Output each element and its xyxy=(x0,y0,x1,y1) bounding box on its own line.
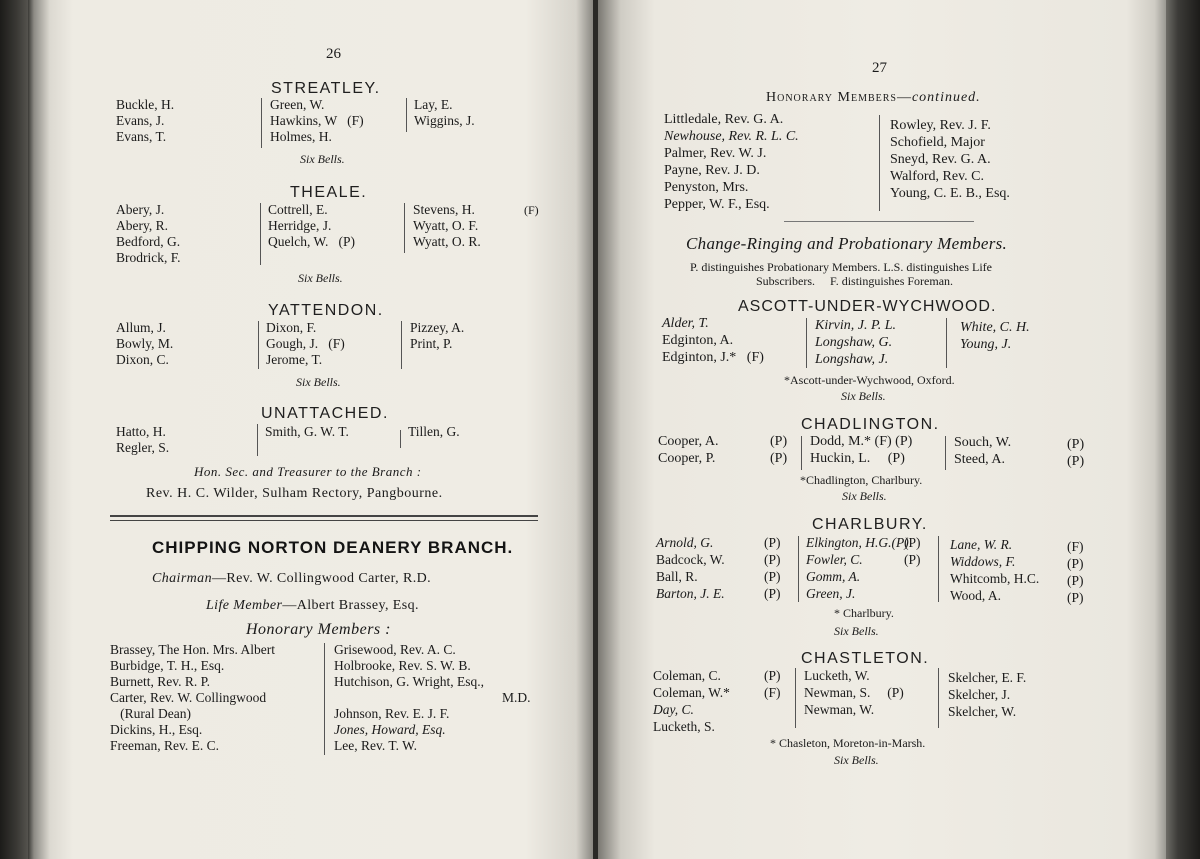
section-heading-ascott: ASCOTT-UNDER-WYCHWOOD. xyxy=(738,298,997,315)
column-rule xyxy=(938,668,939,728)
charlbury-col3-marks: (F) (P) (P) (P) xyxy=(1067,539,1084,605)
change-ringing-title: Change-Ringing and Probationary Members. xyxy=(686,234,1008,253)
life-member-label: Life Member xyxy=(206,598,283,613)
page-number: 26 xyxy=(326,46,341,62)
bells-note: Six Bells. xyxy=(296,375,341,389)
double-rule-top xyxy=(110,515,538,517)
chairman-line xyxy=(152,570,431,587)
charlbury-col2-marks: (P) (P) xyxy=(904,535,921,567)
legend-line-2: Subscribers. F. distinguishes Foreman. xyxy=(756,274,954,288)
column-rule xyxy=(795,668,796,728)
chadlington-col1: Cooper, A. Cooper, P. xyxy=(658,434,719,466)
bells-note: Six Bells. xyxy=(834,624,879,638)
column-rule xyxy=(260,203,261,265)
column-rule xyxy=(400,430,401,448)
column-rule xyxy=(946,318,947,368)
legend-line-1: P. distinguishes Probationary Members. L.S. distinguishes Life xyxy=(690,260,992,274)
chastleton-col1: Coleman, C. Coleman, W.* Day, C. Lucketh, S. xyxy=(653,668,730,734)
streatley-col3: Lay, E. Wiggins, J. xyxy=(414,97,475,128)
column-rule xyxy=(806,318,807,368)
life-member-name: —Albert Brassey, Esq. xyxy=(282,598,419,613)
hon-sec-label: Hon. Sec. and Treasurer to the Branch : xyxy=(194,464,422,479)
unattached-col2: Smith, G. W. T. xyxy=(265,424,349,439)
theale-col1: Abery, J. Abery, R. Bedford, G. Brodrick, F. xyxy=(116,202,181,265)
page-number: 27 xyxy=(872,60,887,76)
chadlington-col3: Souch, W. Steed, A. xyxy=(954,435,1012,467)
column-rule xyxy=(801,436,802,470)
ascott-col1: Alder, T. Edginton, A. Edginton, J.* (F) xyxy=(662,316,764,365)
charlbury-col3: Lane, W. R. Widdows, F. Whitcomb, H.C. Wood, A. xyxy=(950,537,1040,603)
foreman-mark: (F) xyxy=(524,203,539,217)
section-heading-theale: THEALE. xyxy=(290,184,368,201)
chastleton-col3: Skelcher, E. F. Skelcher, J. Skelcher, W. xyxy=(948,670,1027,719)
column-rule xyxy=(258,321,259,369)
bells-note: Six Bells. xyxy=(841,389,886,403)
right-page xyxy=(598,0,1166,859)
honorary-continued-col2: Rowley, Rev. J. F. Schofield, Major Sneyd, Rev. G. A. Walford, Rev. C. Young, C. E. B., Esq. xyxy=(890,118,1010,201)
streatley-col2: Green, W. Hawkins, W (F) Holmes, H. xyxy=(270,97,364,144)
ascott-col2: Kirvin, J. P. L. Longshaw, G. Longshaw, J. xyxy=(815,318,897,367)
section-heading-streatley: STREATLEY. xyxy=(271,80,381,97)
column-rule xyxy=(406,98,407,132)
column-rule xyxy=(879,115,880,211)
short-rule xyxy=(784,221,974,222)
charlbury-col1-marks: (P) (P) (P) (P) xyxy=(764,535,781,601)
column-rule xyxy=(938,536,939,602)
theale-col3: Stevens, H. Wyatt, O. F. Wyatt, O. R. xyxy=(413,202,481,249)
section-heading-charlbury: CHARLBURY. xyxy=(812,516,928,533)
theale-col2: Cottrell, E. Herridge, J. Quelch, W. (P) xyxy=(268,202,355,249)
column-rule xyxy=(257,424,258,456)
column-rule xyxy=(324,643,325,755)
charlbury-col2: Elkington, H.G.(P) Fowler, C. Gomm, A. Green, J. xyxy=(806,535,909,601)
unattached-col1: Hatto, H. Regler, S. xyxy=(116,424,170,455)
streatley-col1: Buckle, H. Evans, J. Evans, T. xyxy=(116,97,175,144)
ascott-col3: White, C. H. Young, J. xyxy=(960,320,1030,352)
chadlington-col2: Dodd, M.* (F) (P) Huckin, L. (P) xyxy=(810,434,913,466)
bells-note: Six Bells. xyxy=(842,489,887,503)
bells-note: Six Bells. xyxy=(834,753,879,767)
ascott-address: *Ascott-under-Wychwood, Oxford. xyxy=(784,373,955,387)
honorary-members-heading: Honorary Members : xyxy=(246,621,391,638)
section-heading-yattendon: YATTENDON. xyxy=(268,302,384,319)
column-rule xyxy=(401,321,402,369)
yattendon-col2: Dixon, F. Gough, J. (F) Jerome, T. xyxy=(266,320,345,367)
yattendon-col3: Pizzey, A. Print, P. xyxy=(410,320,465,351)
honorary-continued-col1: Littledale, Rev. G. A. Newhouse, Rev. R. L. C. Palmer, Rev. W. J. Payne, Rev. J. D. Penyston, Mrs. Pepper, W. F., Esq. xyxy=(664,112,799,212)
chastleton-address: * Chasleton, Moreton-in-Marsh. xyxy=(770,736,926,750)
double-rule-bottom xyxy=(110,520,538,521)
chairman-name: —Rev. W. Collingwood Carter, R.D. xyxy=(212,571,432,586)
chairman-label: Chairman xyxy=(152,571,212,586)
bells-note: Six Bells. xyxy=(298,271,343,285)
chastleton-col2: Lucketh, W. Newman, S. (P) Newman, W. xyxy=(804,668,904,717)
branch-title: CHIPPING NORTON DEANERY BRANCH. xyxy=(152,538,514,557)
honorary-col1: Brassey, The Hon. Mrs. Albert Burbidge, T. H., Esq. Burnett, Rev. R. P. Carter, Rev. W. Collingwood (Rural Dean) Dickins, H., Esq. Freeman, Rev. E. C. xyxy=(110,642,275,753)
section-heading-unattached: UNATTACHED. xyxy=(261,405,389,422)
charlbury-address: * Charlbury. xyxy=(834,606,894,620)
chadlington-col1-marks: (P) (P) xyxy=(770,434,788,466)
column-rule xyxy=(798,536,799,602)
life-member-line xyxy=(206,597,419,614)
section-heading-chastleton: CHASTLETON. xyxy=(801,650,930,667)
unattached-col3: Tillen, G. xyxy=(408,424,460,439)
column-rule xyxy=(404,203,405,253)
left-page xyxy=(28,0,593,859)
chadlington-col3-marks: (P) (P) xyxy=(1067,437,1085,469)
book-edge-right xyxy=(1166,0,1200,859)
honorary-continued-heading: Honorary Members—continued. xyxy=(766,90,981,105)
hon-sec-name: Rev. H. C. Wilder, Sulham Rectory, Pangbourne. xyxy=(146,486,443,501)
book-edge-left xyxy=(0,0,28,859)
column-rule xyxy=(261,98,262,148)
yattendon-col1: Allum, J. Bowly, M. Dixon, C. xyxy=(116,320,174,367)
bells-note: Six Bells. xyxy=(300,152,345,166)
charlbury-col1: Arnold, G. Badcock, W. Ball, R. Barton, J. E. xyxy=(656,535,725,601)
column-rule xyxy=(945,436,946,470)
honorary-col2: Grisewood, Rev. A. C. Holbrooke, Rev. S. W. B. Hutchison, G. Wright, Esq., M.D. Johnson, Rev. E. J. F. Jones, Howard, Esq. Lee, Rev. T. W. xyxy=(334,642,531,753)
chadlington-address: *Chadlington, Charlbury. xyxy=(800,473,923,487)
section-heading-chadlington: CHADLINGTON. xyxy=(801,416,940,433)
chastleton-col1-marks: (P) (F) xyxy=(764,668,781,700)
